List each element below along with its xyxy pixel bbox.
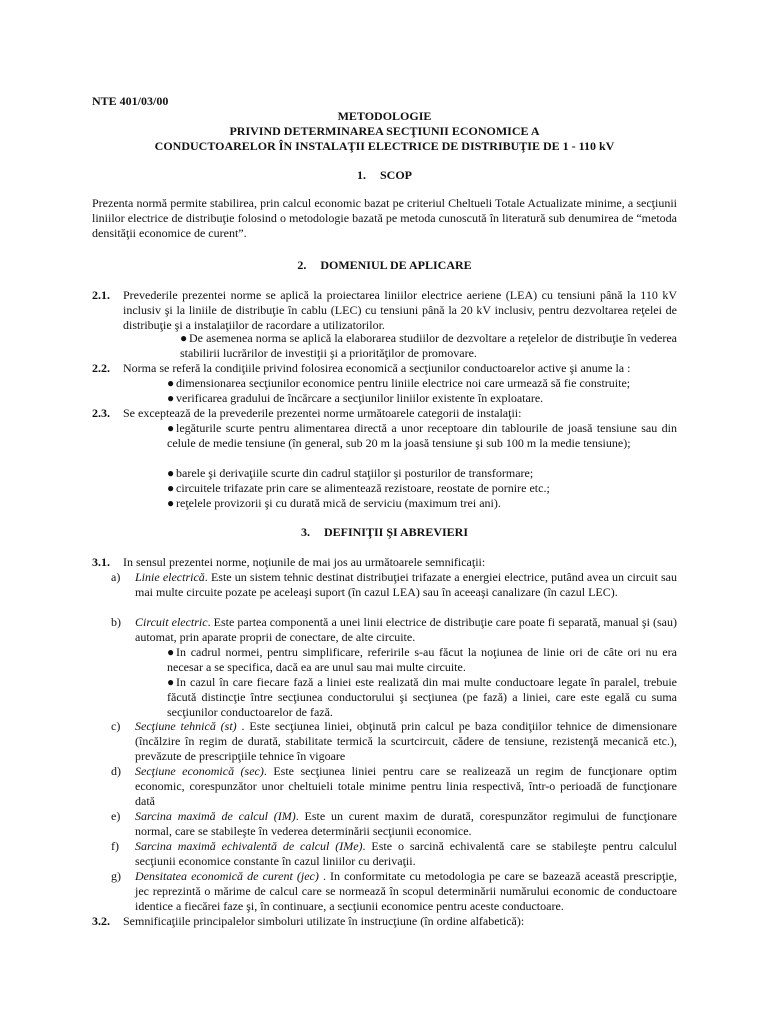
item-number: 2.2. (92, 361, 110, 375)
bullet-item (167, 675, 677, 720)
definition-text: . Este un sistem tehnic destinat distribuţiei trifazate a energiei electrice, putând avea un circuit sau mai multe circuite pozate pe aceleaşi suport (în cazul LEA) sau în aceeaşi canalizare (în cazul LEC). (135, 570, 677, 599)
item-text: In sensul prezentei norme, noţiunile de mai jos au următoarele semnificaţii: (123, 555, 486, 569)
bullet-item (167, 421, 677, 451)
bullet-icon: ● (167, 496, 175, 510)
item-text: Norma se referă la condiţiile privind folosirea economică a secţiunilor conductoarelor active şi anume la : (123, 361, 631, 375)
item-3-1 (92, 555, 677, 570)
definition-text: . Este partea componentă a unei linii electrice de distribuţie care poate fi separată, manual şi (sau) automat, prin aparate proprii de conectare, de alte circuite. (135, 615, 677, 644)
definition-term: Sarcina maximă de calcul (IM) (135, 809, 296, 823)
bullet-text: In cazul în care fiecare fază a liniei este realizată din mai multe conductoare legate în paralel, trebuie făcută distincţie între secţiunea conductorului şi secţiunea (pe fază) a liniei, care este egală cu suma secţiunilor conductoarelor de fază. (167, 675, 677, 719)
definition-a (111, 570, 677, 600)
definition-letter: d) (111, 764, 121, 778)
definition-term: Circuit electric (135, 615, 208, 629)
definition-c (111, 719, 677, 764)
bullet-text: De asemenea norma se aplică la elaborarea studiilor de dezvoltare a reţelelor de distribuţie în vederea stabilirii lucrărilor de investiţii şi a priorităţilor de promovare. (180, 331, 677, 360)
bullet-icon: ● (167, 481, 175, 495)
bullet-icon: ● (167, 675, 175, 689)
title-line-2: PRIVIND DETERMINAREA SECŢIUNII ECONOMICE A (229, 124, 540, 138)
bullet-item (167, 376, 677, 391)
item-number: 3.2. (92, 914, 110, 928)
bullet-icon: ● (167, 466, 175, 480)
bullet-item (167, 466, 677, 481)
definition-term: Linie electrică (135, 570, 205, 584)
document-title (92, 109, 677, 154)
definition-letter: f) (111, 839, 119, 853)
definition-term: Sarcina maximă echivalentă de calcul (IMe) (135, 839, 363, 853)
section-number: 2. (297, 258, 307, 272)
bullet-text: verificarea gradului de încărcare a secţiunilor liniilor existente în exploatare. (176, 391, 544, 405)
section-title: DEFINIŢII ŞI ABREVIERI (323, 525, 469, 539)
item-number: 3.1. (92, 555, 110, 569)
item-2-1 (92, 288, 677, 333)
bullet-item (167, 645, 677, 675)
document-code: NTE 401/03/00 (92, 94, 169, 108)
section-number: 1. (356, 168, 366, 182)
bullet-icon: ● (167, 645, 175, 659)
definition-letter: a) (111, 570, 121, 584)
definition-b (111, 615, 677, 645)
definition-term: Secţiune tehnică (st) (135, 719, 237, 733)
item-3-2 (92, 914, 677, 929)
definition-text: . In conformitate cu metodologia pe care se bazează această prescripţie, jec reprezintă o mărime de calcul care se normează în scopul determinării numărului economic de conductoare identice a fiecărei faze şi, în continuare, a secţiunii economice pentru aceste conductoare. (135, 869, 678, 913)
definition-letter: c) (111, 719, 121, 733)
section-heading-domeniu (92, 258, 677, 273)
definition-g (111, 869, 677, 914)
section-heading-definitii (92, 525, 677, 540)
bullet-text: reţelele provizorii şi cu durată mică de serviciu (maximum trei ani). (176, 496, 501, 510)
bullet-icon: ● (180, 331, 188, 345)
bullet-text: legăturile scurte pentru alimentarea directă a unor receptoare din tablourile de joasă tensiune sau din celule de medie tensiune (în general, sub 20 m la joasă tensiune şi sub 100 m la medie tensiune); (167, 421, 677, 450)
definition-term: Densitatea economică de curent (jec) (135, 869, 319, 883)
section-heading-scop (92, 168, 677, 183)
definition-f (111, 839, 677, 869)
bullet-text: barele şi derivaţiile scurte din cadrul staţiilor şi posturilor de transformare; (176, 466, 534, 480)
definition-letter: e) (111, 809, 121, 823)
definition-text: . Este secţiunea liniei, obţinută prin calcul pe baza condiţiilor tehnice de dimensionare (încălzire în regim de durată, stabilitate termică la scurtcircuit, cădere de tensiune, rezistenţă mecanică etc.), prevăzute de prescripţiile tehnice în vigoare (135, 719, 678, 763)
item-number: 2.1. (92, 288, 110, 302)
item-text: Semnificaţiile principalelor simboluri utilizate în instrucţiune (în ordine alfabetică): (123, 914, 525, 928)
bullet-icon: ● (167, 421, 175, 435)
title-line-1: METODOLOGIE (337, 109, 432, 123)
definition-d (111, 764, 677, 809)
section-title: DOMENIUL DE APLICARE (320, 258, 472, 272)
definition-e (111, 809, 677, 839)
bullet-icon: ● (167, 376, 175, 390)
paragraph-scop: Prezenta normă permite stabilirea, prin calcul economic bazat pe criteriul Cheltueli Totale Actualizate minime, a secţiunii liniilor electrice de distribuţie folosind o metodologie bazată pe metoda cunoscută în literatură sub denumirea de “metoda densităţii economice de curent”. (92, 196, 677, 240)
bullet-item (167, 496, 677, 511)
definition-text: . Este o sarcină echivalentă care se stabileşte pentru calculul secţiunii economice constante în cazul liniilor cu derivaţii. (135, 839, 677, 868)
item-text: Prevederile prezentei norme se aplică la proiectarea liniilor electrice aeriene (LEA) cu tensiuni până la 110 kV inclusiv şi la liniile de distribuţie în cablu (LEC) cu tensiuni până la 20 kV inclusiv, pentru dezvoltarea reţelei de distribuţie şi a instalaţiilor de racordare a utilizatorilor. (123, 288, 677, 332)
bullet-icon: ● (167, 391, 175, 405)
bullet-text: In cadrul normei, pentru simplificare, referirile s-au făcut la noţiunea de linie ori de câte ori nu era necesar a se specifica, dacă ea are unul sau mai multe circuite. (167, 645, 677, 674)
bullet-item (167, 391, 677, 406)
section-number: 3. (300, 525, 310, 539)
item-number: 2.3. (92, 406, 110, 420)
item-2-3 (92, 406, 677, 421)
definition-letter: g) (111, 869, 121, 883)
definition-text: . Este un curent maxim de durată, corespunzător regimului de funcţionare normal, care se stabileşte în vederea determinării secţiunii economice. (135, 809, 677, 838)
definition-term: Secţiune economică (sec) (135, 764, 264, 778)
bullet-text: dimensionarea secţiunilor economice pentru liniile electrice noi care urmează să fie construite; (176, 376, 631, 390)
item-2-2 (92, 361, 677, 376)
section-title: SCOP (379, 168, 412, 182)
bullet-text: circuitele trifazate prin care se alimentează rezistoare, reostate de pornire etc.; (176, 481, 550, 495)
item-text: Se exceptează de la prevederile prezentei norme următoarele categorii de instalaţii: (123, 406, 522, 420)
title-line-3: CONDUCTOARELOR ÎN INSTALAŢII ELECTRICE DE DISTRIBUŢIE DE 1 - 110 kV (154, 139, 615, 153)
bullet-item (180, 331, 677, 361)
bullet-item (167, 481, 677, 496)
definition-text: . Este secţiunea liniei pentru care se realizează un regim de funcţionare optim economic, corespunzător unor cheltuieli totale minime pentru linia respectivă, într-o perioadă de funcţionare dată (135, 764, 677, 808)
definition-letter: b) (111, 615, 121, 629)
